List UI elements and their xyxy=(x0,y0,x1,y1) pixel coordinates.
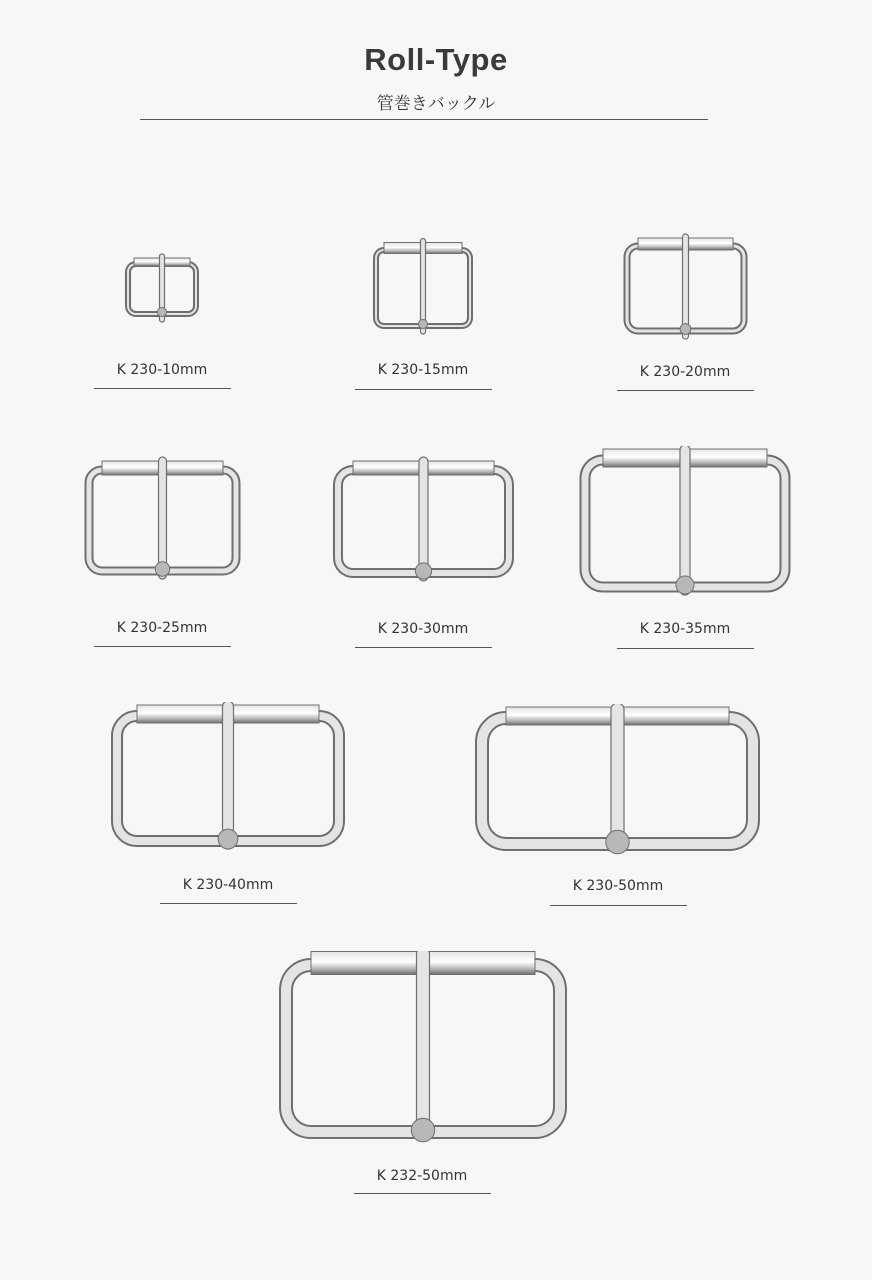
product-code: K 230-20mm xyxy=(639,364,731,380)
product-divider xyxy=(160,903,297,904)
product-code: K 230-30mm xyxy=(377,621,469,637)
buckle-image xyxy=(103,702,353,855)
buckle-image xyxy=(468,704,767,858)
product-divider xyxy=(94,646,231,647)
product-code: K 230-50mm xyxy=(572,878,664,894)
product-divider xyxy=(355,647,492,648)
product-divider xyxy=(617,648,754,649)
buckle-prong xyxy=(159,457,167,579)
product-divider xyxy=(94,388,231,389)
product-code: K 230-10mm xyxy=(116,362,208,378)
buckle-image xyxy=(272,951,574,1146)
buckle-prong xyxy=(223,702,234,849)
buckle-prong xyxy=(611,704,624,852)
buckle-image xyxy=(613,232,758,345)
page-title: Roll-Type xyxy=(364,42,508,77)
buckle-image xyxy=(75,456,250,585)
buckle-image xyxy=(324,456,523,587)
buckle-image xyxy=(114,250,210,328)
product-code: K 230-40mm xyxy=(182,877,274,893)
title-divider xyxy=(140,119,708,120)
product-divider xyxy=(550,905,687,906)
page-subtitle: 管巻きバックル xyxy=(376,94,496,114)
product-code: K 232-50mm xyxy=(376,1168,468,1184)
buckle-prong xyxy=(680,446,690,595)
product-code: K 230-15mm xyxy=(377,362,469,378)
product-code: K 230-25mm xyxy=(116,620,208,636)
buckle-image xyxy=(571,446,799,601)
buckle-image xyxy=(362,236,484,340)
product-divider xyxy=(354,1193,491,1194)
buckle-prong xyxy=(417,951,430,1140)
product-divider xyxy=(617,390,754,391)
product-divider xyxy=(355,389,492,390)
product-code: K 230-35mm xyxy=(639,621,731,637)
